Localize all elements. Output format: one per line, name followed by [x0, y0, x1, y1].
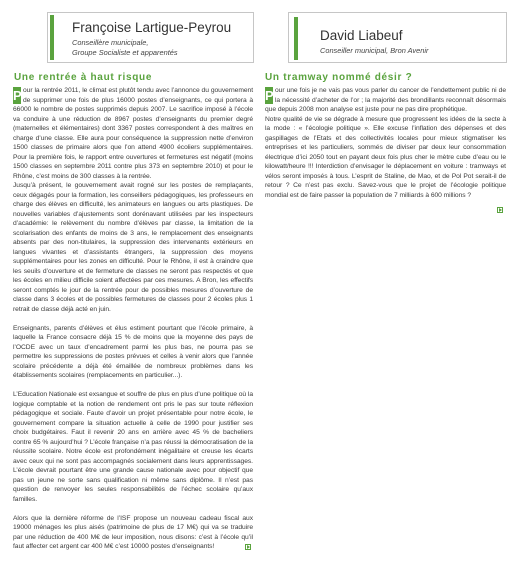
- author-group: Groupe Socialiste et apparentés: [72, 48, 178, 57]
- article-paragraph: [13, 181, 253, 314]
- author-name: Françoise Lartigue-Peyrou: [72, 20, 232, 35]
- paragraph-text: Jusqu’à présent, le gouvernement avait rogné sur les postes de remplaçants, ceux dégagés pour la formation, les conseillers pédagogiques, les professeurs en charge des élèves en difficulté, les animateurs en langues ou arts plastiques. De nouvelles variables d’ajustements sont dorénavant utilisées par les inspecteurs d’académie: le relèvement du nombre d’élèves par classe, la limitation de la scolarisation des enfants de moins de 3 ans, le remplacement des enseignants absents par des non-titulaires, la suppression des intervenants extérieurs en langues vivantes et d’assistants étrangers, la suppression des moyens supplémentaires pour les zones en difficulté. Pour le Rhône, il est à craindre que les seuils d’ouverture et de fermeture de classes ne seront pas respectés et que les écoles en milieu difficile soient affectées par ces mesures. A Bron, les effectifs seront comptés le jour de la rentrée pour de possibles mesures d’ouverture de classe dans 3 écoles et de possibles fermetures de classes pour 2 écoles plus 1 retrait de classe déjà acté en juin.: [13, 182, 253, 313]
- article-paragraph: [13, 390, 253, 504]
- end-mark-icon: [497, 207, 503, 213]
- article-paragraph: [13, 514, 253, 552]
- author-name: David Liabeuf: [320, 28, 403, 43]
- end-mark-icon: [245, 544, 251, 550]
- spacer: [214, 547, 226, 548]
- article-paragraph: [13, 86, 253, 181]
- author-role: Conseiller municipal, Bron Avenir: [320, 46, 429, 55]
- end-mark-row: [265, 200, 506, 210]
- paragraph-text: our une fois je ne vais pas vous parler du cancer de l’endettement public ni de la nécessité d’acheter de l’or ; la majorité des brondillants reconnaît désormais que depuis 2008 mon analyse est juste pour ne pas dire prophétique.: [265, 87, 506, 113]
- accent-bar: [294, 17, 298, 60]
- paragraph-text: Alors que la dernière réforme de l’ISF propose un nouveau cadeau fiscal aux 19000 ménages les plus aisés (patrimoine de plus de 17 M€) qui va se traduire par une réduction de 400 M€ de leur imposition, nous disons: c’est à l’école qu’il faut affecter cet argent car 400 M€ c’est 10000 postes d’enseignants!: [13, 514, 253, 550]
- paragraph-text: our la rentrée 2011, le climat est plutôt tendu avec l’annonce du gouvernement de supprimer une fois de plus 16000 postes d’enseignants, ce qui portera à 66000 le nombre de postes supprimés depuis 2007. Le sacrifice imposé à l’école va conduire à une réduction de 8967 postes d’enseignants du premier degré (maternelles et élémentaires) dont 3367 postes correspondent à des maîtres en charge d’une classe. Elle aura pour conséquence la suppression nette d’environ 1500 classes de primaire alors que l’on attend 4900 écoliers supplémentaires. Pour la première fois, le rapport entre ouvertures et fermetures est négatif (moins 1500 classes en septembre 2011 contre plus 373 en septembre 2010) et pour le Rhône, c’est moins de 300 classes à la rentrée.: [13, 87, 253, 180]
- article-title-right: Un tramway nommé désir ?: [265, 72, 413, 83]
- author-role: Conseillère municipale,: [72, 38, 149, 47]
- article-title-left: Une rentrée à haut risque: [14, 72, 153, 83]
- article-body-right: [265, 86, 506, 210]
- author-card-right: [288, 12, 507, 63]
- drop-cap: P: [265, 88, 274, 103]
- paragraph-text: L’Education Nationale est exsangue et souffre de plus en plus d’une politique où la logique comptable et la notion de rendement ont pris le pas sur toute réflexion pédagogique et sociale. Faute d’avoir un projet présentable pour notre école, le gouvernement compare la situation actuelle à celle de 1990 pour justifier ses choix budgétaires. Faut il revenir 20 ans en arrière avec 45 % de bacheliers contre 65 % aujourd’hui ? L’école française n’a pas réussi la démocratisation de la réussite scolaire. Notre école est profondément inégalitaire et creuse les écarts avec ceux qui ne sont pas accompagnés socialement dans leurs apprentissages. L’école devrait pourtant être une grande cause nationale avec pour objectif que pas un jeune ne sorte sans qualification ni même sans diplôme. Il n’est pas question de renvoyer les seules responsabilités de l’échec scolaire qu’aux familles.: [13, 391, 253, 503]
- article-paragraph: [265, 115, 506, 201]
- article-paragraph: [13, 324, 253, 381]
- drop-cap: P: [13, 88, 22, 103]
- author-card-left: [47, 12, 254, 63]
- accent-bar: [50, 15, 54, 60]
- paragraph-text: Notre qualité de vie se dégrade à mesure que progressent les idées de la secte à la mode : « l’écologie politique ». Elle excuse l’inflation des dépenses et des gaspillages de l’Etats et des collectivités locales pour mieux stigmatiser les entreprises et les particuliers, sommés de diviser par deux leur consommation électrique d’ici 2050 tout en payant deux fois plus cher le mètre cube d’eau ou le kilowatt/heure !!! Interdiction d’envisager le déplacement en voiture : tramways et vélos seront imposés à tous. L’esprit de Staline, de Mao, et de Pol Pot serait-il de retour ? Ce n’est pas exclu. Savez-vous que le projet de l’écologie politique mondial est de faire passer la population de 7 milliards à 600 millions ?: [265, 115, 506, 199]
- article-paragraph: [265, 86, 506, 115]
- article-body-left: [13, 86, 253, 552]
- paragraph-text: Enseignants, parents d’élèves et élus estiment pourtant que l’école primaire, à laquelle la France consacre déjà 15 % de moins que la moyenne des pays de l’OCDE avec un taux d’encadrement parmi les plus bas, ne pourra pas se permettre les suppressions de postes prévues et celles à venir alors que l’année scolaire précédente a déjà été émaillée de nombreux problèmes dans les établissements scolaires (remplacements en particulier...).: [13, 324, 253, 379]
